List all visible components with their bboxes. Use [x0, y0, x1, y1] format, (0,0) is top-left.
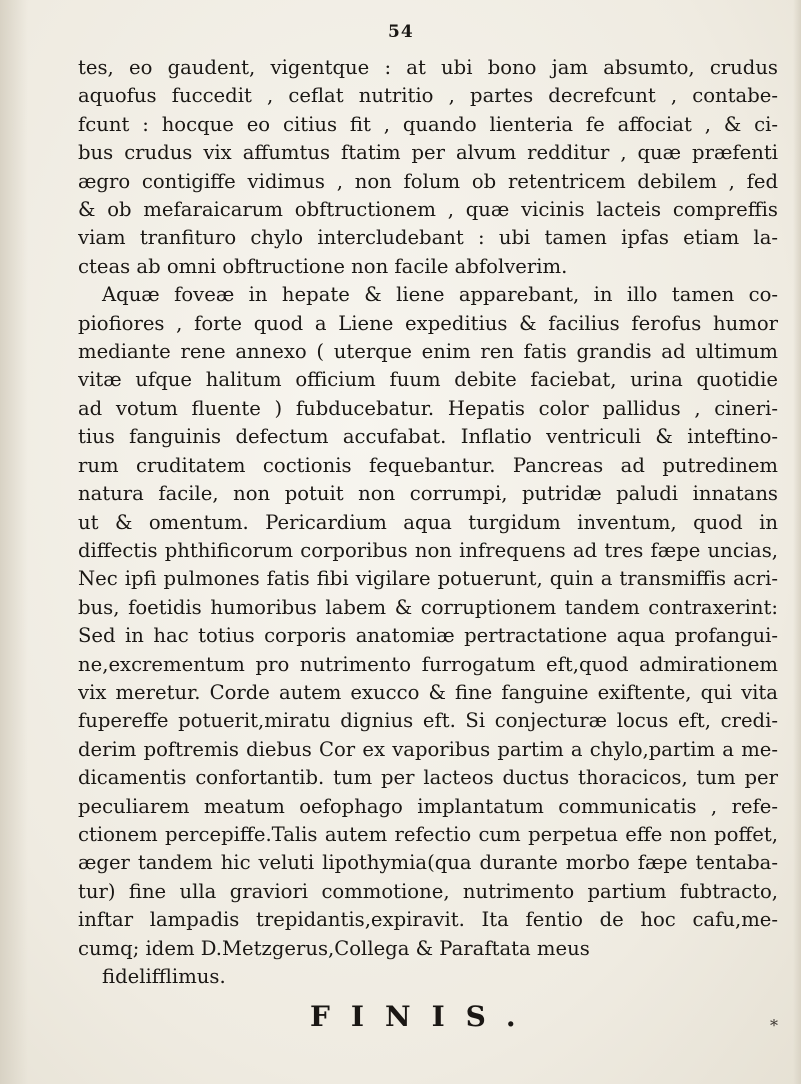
text-line: Aquæ foveæ in hepate & liene apparebant, in illo tamen co- — [102, 283, 778, 307]
text-line: peculiarem meatum oefophago implantatum communicatis , refe- — [78, 794, 778, 818]
text-line: aquofus fuccedit , ceflat nutritio , partes decrefcunt , contabe- — [78, 84, 778, 108]
text-line: ne,excrementum pro nutrimento furrogatum eft,quod admirationem — [78, 652, 778, 676]
text-line: bus crudus vix affumtus ftatim per alvum redditur , quæ præfenti — [78, 141, 778, 165]
text-line: & ob mefaraicarum obftructionem , quæ vicinis lacteis compreffis — [78, 198, 778, 222]
text-line: ægro contigiffe vidimus , non folum ob retentricem debilem , fed — [78, 169, 778, 193]
text-line: tes, eo gaudent, vigentque : at ubi bono jam absumto, crudus — [78, 56, 778, 79]
text-line: rum cruditatem coctionis fequebantur. Pancreas ad putredinem — [78, 453, 778, 477]
text-line: piofiores , forte quod a Liene expeditius & facilius ferofus humor — [78, 311, 778, 335]
text-line: diffectis phthificorum corporibus non infrequens ad tres fæpe uncias, — [78, 538, 778, 562]
text-line: inftar lampadis trepidantis,expiravit. Ita fentio de hoc cafu,me- — [78, 908, 778, 932]
page-edge — [793, 0, 801, 1084]
text-line: tur) fine ulla graviori commotione, nutrimento partium fubtracto, — [78, 879, 778, 903]
text-line: fidelifflimus. — [102, 965, 226, 988]
text-line: ut & omentum. Pericardium aqua turgidum inventum, quod in — [78, 510, 778, 534]
text-line: Sed in hac totius corporis anatomiæ pertractatione aqua profangui- — [78, 624, 778, 648]
text-line: mediante rene annexo ( uterque enim ren fatis grandis ad ultimum — [78, 340, 778, 364]
text-line: viam tranfituro chylo intercludebant : ubi tamen ipfas etiam la- — [78, 226, 778, 250]
text-line: natura facile, non potuit non corrumpi, putridæ paludi innatans — [78, 482, 778, 506]
text-line: tius fanguinis defectum accufabat. Inflatio ventriculi & inteftino- — [78, 425, 778, 449]
text-line: derim poftremis diebus Cor ex vaporibus partim a chylo,partim a me- — [78, 737, 778, 761]
gutter-shadow — [0, 0, 28, 1084]
text-line: bus, foetidis humoribus labem & corruptionem tandem contraxerint: — [78, 595, 778, 619]
text-line: vix meretur. Corde autem exucco & fine fanguine exiftente, qui vita — [78, 680, 778, 704]
page-number: 54 — [388, 22, 414, 42]
text-line: ctionem percepiffe.Talis autem refectio cum perpetua effe non poffet, — [78, 822, 778, 846]
text-line: æger tandem hic veluti lipothymia(qua durante morbo fæpe tentaba- — [78, 851, 778, 875]
signature-mark: * — [770, 1016, 778, 1035]
text-line: cteas ab omni obftructione non facile abfolverim. — [78, 254, 568, 278]
text-line: vitæ ufque halitum officium fuum debite faciebat, urina quotidie — [78, 368, 778, 392]
text-line: dicamentis confortantib. tum per lacteos ductus thoracicos, tum per — [78, 766, 778, 790]
text-line: fcunt : hocque eo citius fit , quando lienteria fe affociat , & ci- — [78, 112, 778, 136]
finis-heading: FINIS. — [310, 1000, 537, 1033]
text-line: ad votum fluente ) fubducebatur. Hepatis color pallidus , cineri- — [78, 396, 778, 420]
body-text — [78, 54, 778, 991]
text-line: cumq; idem D.Metzgerus,Collega & Paraftata meus — [78, 936, 590, 960]
text-line: fupereffe potuerit,miratu dignius eft. Si conjecturæ locus eft, credi- — [78, 709, 778, 733]
text-line: Nec ipfi pulmones fatis fibi vigilare potuerunt, quin a transmiffis acri- — [78, 567, 778, 591]
